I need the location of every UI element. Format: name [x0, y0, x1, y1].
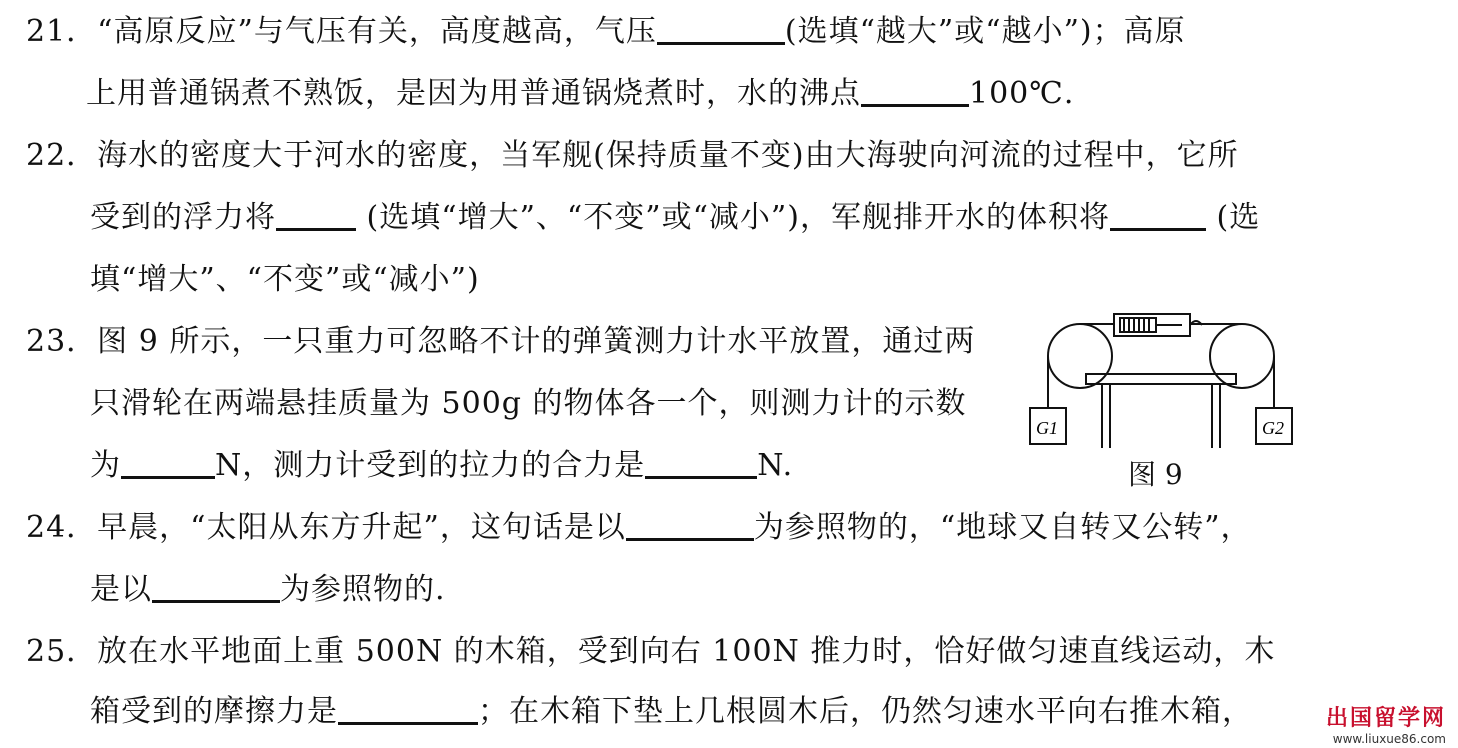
q22-text-b: 受到的浮力将 — [90, 200, 276, 235]
q22-line2 — [90, 200, 1260, 236]
q24-text-a: 24．早晨，“太阳从东方升起”，这句话是以 — [26, 510, 626, 545]
q22-text-e: 填“增大”、“不变”或“减小”) — [90, 262, 480, 297]
q25-line1 — [26, 634, 1275, 670]
q24-blank-2[interactable] — [152, 574, 280, 603]
q23-text-d: N，测力计受到的拉力的合力是 — [215, 448, 646, 483]
q25-text-c: ；在木箱下垫上几根圆木后，仍然匀速水平向右推木箱， — [478, 694, 1253, 729]
q25-blank-1[interactable] — [338, 696, 478, 725]
q23-text-e: N. — [757, 448, 794, 483]
q24-line1 — [26, 510, 1252, 546]
q21-line1 — [26, 14, 1186, 50]
q21-text-a: 21．“高原反应”与气压有关，高度越高，气压 — [26, 14, 657, 49]
q24-blank-1[interactable] — [626, 512, 754, 541]
figure-9-caption: 图 9 — [1128, 458, 1183, 491]
q23-text-c: 为 — [90, 448, 121, 483]
q23-blank-2[interactable] — [645, 450, 757, 479]
q22-blank-1[interactable] — [276, 202, 356, 231]
weight-g1-label: G1 — [1036, 418, 1058, 438]
q25-text-b: 箱受到的摩擦力是 — [90, 694, 338, 729]
q21-text-d: 100℃. — [969, 76, 1075, 111]
left-pulley — [1048, 324, 1112, 388]
q22-line1 — [26, 138, 1239, 174]
q24-text-d: 为参照物的. — [280, 572, 446, 607]
q21-text-c: 上用普通锅煮不熟饭，是因为用普通锅烧煮时，水的沸点 — [86, 76, 861, 111]
q25-text-a: 25．放在水平地面上重 500N 的木箱，受到向右 100N 推力时，恰好做匀速直线运动，木 — [26, 634, 1276, 669]
q23-blank-1[interactable] — [121, 450, 215, 479]
q24-text-b: 为参照物的，“地球又自转又公转”， — [753, 510, 1252, 545]
watermark-url: www.liuxue86.com — [1332, 732, 1446, 746]
watermark-name: 出国留学网 — [1325, 706, 1446, 731]
q24-line2 — [90, 572, 446, 608]
q22-text-d: (选 — [1216, 200, 1261, 235]
q23-line2 — [90, 386, 967, 422]
q23-text-a: 23．图 9 所示，一只重力可忽略不计的弹簧测力计水平放置，通过两 — [26, 324, 976, 359]
q22-line3 — [90, 262, 480, 298]
q23-text-b: 只滑轮在两端悬挂质量为 500g 的物体各一个，则测力计的示数 — [90, 386, 967, 421]
q22-text-a: 22．海水的密度大于河水的密度，当军舰(保持质量不变)由大海驶向河流的过程中，它所 — [26, 138, 1239, 173]
weight-g2-label: G2 — [1262, 418, 1284, 438]
q21-blank-2[interactable] — [861, 78, 969, 107]
q21-blank-1[interactable] — [657, 16, 785, 45]
table-top — [1086, 374, 1236, 384]
right-pulley — [1210, 324, 1274, 388]
q22-text-c: (选填“增大”、“不变”或“减小”)，军舰排开水的体积将 — [366, 200, 1110, 235]
site-watermark — [1326, 701, 1446, 746]
q21-line2 — [86, 76, 1074, 112]
q25-line2 — [90, 694, 1253, 730]
q24-text-c: 是以 — [90, 572, 152, 607]
q23-line3 — [90, 448, 793, 484]
q22-blank-2[interactable] — [1110, 202, 1206, 231]
q21-text-b: (选填“越大”或“越小”)；高原 — [784, 14, 1186, 49]
q23-line1 — [26, 324, 975, 360]
